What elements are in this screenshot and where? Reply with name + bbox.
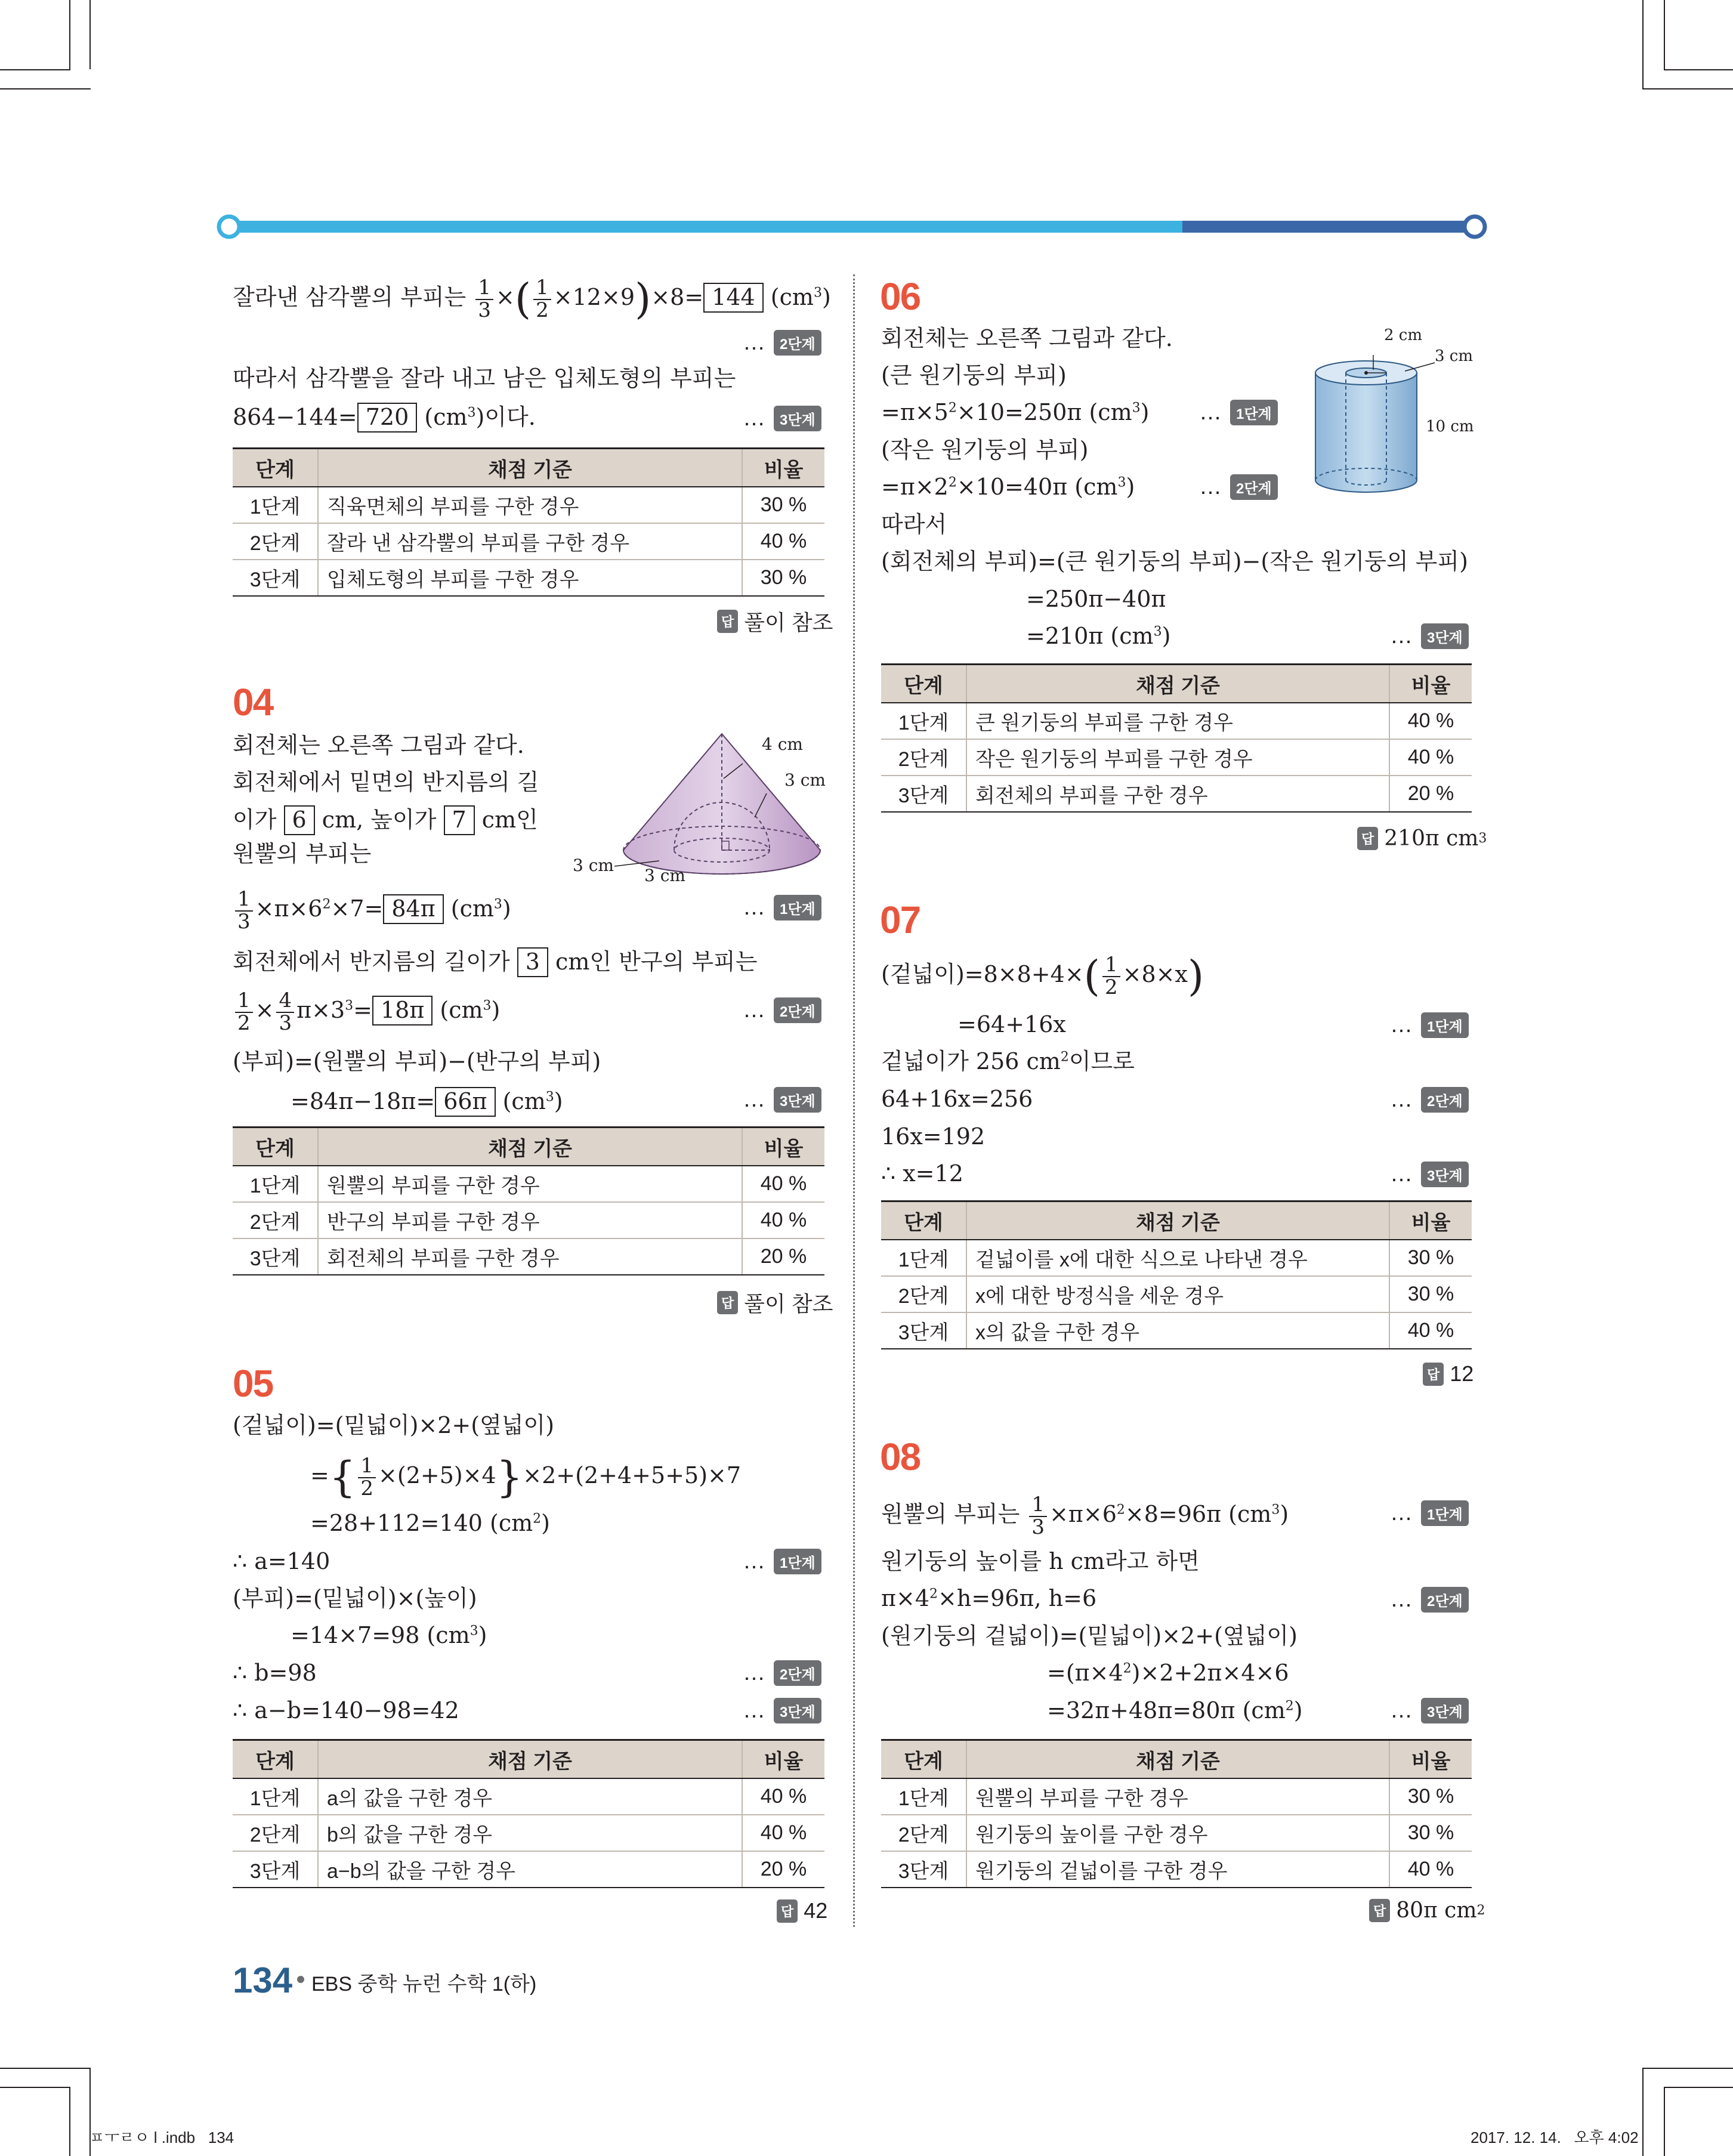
grading-table-04: 단계 채점 기준 비율 1단계 원뿔의 부피를 구한 경우 40 % 2단계 반구의 부피를 구한 경우 40 % 3단계 회전체의 부피를 구한 경우 20 % [233, 1126, 824, 1275]
p04-line-4: 원뿔의 부피는 [233, 841, 372, 867]
p05-line-4: ∴ a=140 [233, 1548, 330, 1574]
crop-mark [0, 88, 91, 89]
cyl-label-a: 2 cm [1384, 326, 1423, 344]
footer-dot [297, 1976, 304, 1983]
step-3: … 3단계 [1390, 623, 1469, 649]
cone-label-b: 3 cm [784, 770, 826, 790]
p04-line-2: 회전체에서 밑면의 반지름의 길 [233, 769, 539, 795]
table-row: 1단계 원뿔의 부피를 구한 경우 40 % [233, 1166, 824, 1202]
table-row: 2단계 잘라 낸 삼각뿔의 부피를 구한 경우 40 % [233, 523, 824, 560]
step-2: … 2단계 [1390, 1087, 1469, 1113]
cyl-label-b: 3 cm [1435, 347, 1473, 365]
crop-mark [1664, 69, 1733, 70]
p04-line-3: 이가 6 cm, 높이가 7 cm인 [233, 805, 538, 835]
table-row: 3단계 입체도형의 부피를 구한 경우 30 % [233, 560, 824, 596]
step-2: … 2단계 [743, 330, 821, 356]
step-3: … 3단계 [1390, 1162, 1469, 1187]
table-row: 1단계 겉넓이를 x에 대한 식으로 나타낸 경우 30 % [881, 1240, 1472, 1276]
answer-06: 답 210π cm 3 [1357, 826, 1487, 851]
p04-line-8: (부피)=(원뿔의 부피)−(반구의 부피) [233, 1048, 601, 1074]
book-title: EBS 중학 뉴런 수학 1(하) [311, 1973, 537, 1996]
table-row: 1단계 큰 원기둥의 부피를 구한 경우 40 % [881, 703, 1472, 739]
header-bar [216, 214, 1491, 240]
p08-line-6: =32π+48π=80π $(cm^2)$ [1047, 1697, 1303, 1723]
crop-mark [1642, 88, 1733, 89]
answer-04: 답 풀이 참조 [717, 1287, 833, 1318]
answer-08: 답 80π cm 2 [1369, 1898, 1485, 1923]
p08-line-3: $\pi\times 4^2\times h=96\pi$, h=6 [881, 1585, 1097, 1611]
column-divider [853, 274, 855, 1927]
step-2: … 2단계 [1390, 1587, 1469, 1613]
p07-line-6: ∴ x=12 [881, 1160, 963, 1187]
step-3: … 3단계 [743, 1087, 821, 1113]
p05-line-1: (겉넓이)=(밑넓이)×2+(옆넓이) [233, 1412, 555, 1438]
p07-line-4: 64+16x=256 [881, 1086, 1033, 1112]
p06-line-8: =250π−40π [1026, 586, 1166, 612]
table-row: 1단계 직육면체의 부피를 구한 경우 30 % [233, 487, 824, 523]
crop-mark [1642, 0, 1644, 89]
step-2: … 2단계 [743, 1660, 821, 1686]
step-2: … 2단계 [1199, 474, 1278, 500]
grading-table-06: 단계 채점 기준 비율 1단계 큰 원기둥의 부피를 구한 경우 40 % 2단계 작은 원기둥의 부피를 구한 경우 40 % 3단계 회전체의 부피를 구한 경우 20 % [881, 663, 1472, 813]
table-row: 3단계 원기둥의 겉넓이를 구한 경우 40 % [881, 1851, 1472, 1888]
table-row: 3단계 회전체의 부피를 구한 경우 20 % [233, 1238, 824, 1275]
crop-mark [1664, 2087, 1733, 2088]
crop-mark [1664, 2087, 1665, 2156]
answer-05: 답 42 [777, 1898, 827, 1923]
table-row: 2단계 b의 값을 구한 경우 40 % [233, 1815, 824, 1851]
cyl-label-c: 10 cm [1426, 418, 1474, 435]
step-3: … 3단계 [1390, 1698, 1469, 1723]
p05-line-6: =14×7=98 $(cm^3)$ [291, 1622, 487, 1648]
slug-date: 2017. 12. 14. 오후 4:02 [1471, 2129, 1639, 2146]
table-row: 2단계 반구의 부피를 구한 경우 40 % [233, 1202, 824, 1238]
table-row: 2단계 x에 대한 방정식을 세운 경우 30 % [881, 1276, 1472, 1312]
p04-line-1: 회전체는 오른쪽 그림과 같다. [233, 732, 524, 758]
grading-table-08: 단계 채점 기준 비율 1단계 원뿔의 부피를 구한 경우 30 % 2단계 원기둥의 높이를 구한 경우 30 % 3단계 원기둥의 겉넓이를 구한 경우 40 % [881, 1739, 1472, 1888]
crop-mark [89, 0, 91, 69]
p04-line-9: =84π−18π= 66π $(cm^3)$ [291, 1087, 563, 1117]
table-row: 2단계 작은 원기둥의 부피를 구한 경우 40 % [881, 739, 1472, 776]
top-line-2: 따라서 삼각뿔을 잘라 내고 남은 입체도형의 부피는 [233, 365, 736, 391]
answer-top: 답 풀이 참조 [717, 606, 833, 637]
step-1: … 1단계 [1390, 1012, 1469, 1038]
step-3: … 3단계 [743, 1698, 821, 1723]
p05-line-7: ∴ b=98 [233, 1660, 317, 1686]
p05-line-2: ={ $\frac{1}{2}$ ×(2+5)×4}×2+(2+4+5+5)×7 [310, 1453, 742, 1502]
cone-label-c: 3 cm [573, 855, 614, 875]
cylinder-figure [1306, 322, 1503, 501]
top-line-3: 864−144= 720 $(cm^3)$이다. [233, 403, 536, 433]
slug-file: ㅍㅜㄹㅇ l .indb 134 [89, 2129, 234, 2146]
problem-number-05: 05 [233, 1362, 273, 1405]
cone-label-d: 3 cm [644, 866, 685, 885]
step-1: … 1단계 [743, 1549, 821, 1574]
p06-line-2: (큰 원기둥의 부피) [881, 362, 1067, 388]
crop-mark [0, 69, 69, 70]
crop-mark [1642, 2068, 1644, 2156]
crop-mark [1642, 2068, 1733, 2069]
step-1: … 1단계 [1199, 400, 1278, 425]
crop-mark [0, 2068, 91, 2069]
table-row: 3단계 x의 값을 구한 경우 40 % [881, 1312, 1472, 1349]
table-row: 1단계 원뿔의 부피를 구한 경우 30 % [881, 1778, 1472, 1815]
cone-figure [570, 725, 832, 892]
table-row: 2단계 원기둥의 높이를 구한 경우 30 % [881, 1815, 1472, 1851]
page-number: 134 [233, 1960, 293, 2000]
step-1: … 1단계 [743, 895, 821, 921]
p06-line-1: 회전체는 오른쪽 그림과 같다. [881, 325, 1173, 351]
p08-line-4: (원기둥의 겉넓이)=(밑넓이)×2+(옆넓이) [881, 1623, 1298, 1649]
p05-line-3: =28+112=140 $(cm^2)$ [310, 1510, 550, 1536]
p07-line-1: (겉넓이)=8×8+4×( $\frac{1}{2}$ ×8×x) [881, 952, 1204, 1001]
answer-07: 답 12 [1423, 1361, 1473, 1386]
p04-line-6: 회전체에서 반지름의 길이가 3 cm인 반구의 부피는 [233, 947, 757, 977]
p06-line-7: (회전체의 부피)=(큰 원기둥의 부피)−(작은 원기둥의 부피) [881, 548, 1468, 574]
table-row: 3단계 회전체의 부피를 구한 경우 20 % [881, 776, 1472, 812]
problem-number-07: 07 [880, 898, 920, 941]
problem-number-08: 08 [880, 1435, 920, 1478]
step-3: … 3단계 [743, 406, 821, 431]
p05-line-8: ∴ a−b=140−98=42 [233, 1697, 459, 1723]
grading-table-07: 단계 채점 기준 비율 1단계 겉넓이를 x에 대한 식으로 나타낸 경우 30 % 2단계 x에 대한 방정식을 세운 경우 30 % 3단계 x의 값을 구한 경우 40 % [881, 1200, 1472, 1349]
p07-line-3: 겉넓이가 256 $cm^2$이므로 [881, 1048, 1135, 1074]
p04-line-5: $\frac{1}{3}$ $\times\pi\times 6^2\times 7= 84\pi$ $(cm^3)$ [233, 889, 511, 932]
crop-mark [69, 2087, 70, 2156]
grading-table-top: 단계 채점 기준 비율 1단계 직육면체의 부피를 구한 경우 30 % 2단계 잘라 낸 삼각뿔의 부피를 구한 경우 40 % 3단계 입체도형의 부피를 구한 경우 30 % [233, 447, 824, 597]
step-1: … 1단계 [1390, 1500, 1469, 1526]
p06-line-5: $=\pi\times 2^2\times 10=40\pi$ $(cm^3)$ [881, 474, 1135, 500]
crop-mark [1664, 0, 1665, 70]
p08-line-1: 원뿔의 부피는 $\frac{1}{3}$ $\times\pi\times 6^2\times 8=96\pi$ $(cm^3)$ [881, 1493, 1289, 1539]
problem-number-06: 06 [880, 275, 920, 318]
p08-line-2: 원기둥의 높이를 h cm라고 하면 [881, 1548, 1200, 1574]
problem-number-04: 04 [233, 681, 273, 724]
p08-line-5: $=(\pi\times 4^2)\times 2+2\pi\times 4\times 6$ [1047, 1660, 1289, 1686]
p04-line-7: $\frac{1}{2}$ × $\frac{4}{3}$ $\pi\times 3^3= 18\pi$ $(cm^3)$ [233, 990, 500, 1034]
p06-line-3: $=\pi\times 5^2\times 10=250\pi$ $(cm^3)$ [881, 399, 1150, 425]
crop-mark [0, 2087, 69, 2088]
p06-line-4: (작은 원기둥의 부피) [881, 437, 1089, 463]
p07-line-2: =64+16x [957, 1011, 1066, 1037]
p05-line-5: (부피)=(밑넓이)×(높이) [233, 1585, 477, 1611]
grading-table-05: 단계 채점 기준 비율 1단계 a의 값을 구한 경우 40 % 2단계 b의 값을 구한 경우 40 % 3단계 a−b의 값을 구한 경우 20 % [233, 1739, 824, 1888]
step-2: … 2단계 [743, 997, 821, 1023]
cone-label-a: 4 cm [762, 734, 803, 754]
p06-line-6: 따라서 [881, 511, 947, 538]
table-row: 1단계 a의 값을 구한 경우 40 % [233, 1778, 824, 1815]
top-line-1: 잘라낸 삼각뿔의 부피는 $\frac{1}{3}$ ×( $\frac{1}{2}$ ×12×9)×8= 144 $(cm^3)$ [233, 274, 831, 324]
crop-mark [69, 0, 70, 70]
p06-line-9: =210π $(cm^3)$ [1026, 623, 1171, 649]
table-row: 3단계 a−b의 값을 구한 경우 20 % [233, 1851, 824, 1888]
p07-line-5: 16x=192 [881, 1123, 986, 1150]
